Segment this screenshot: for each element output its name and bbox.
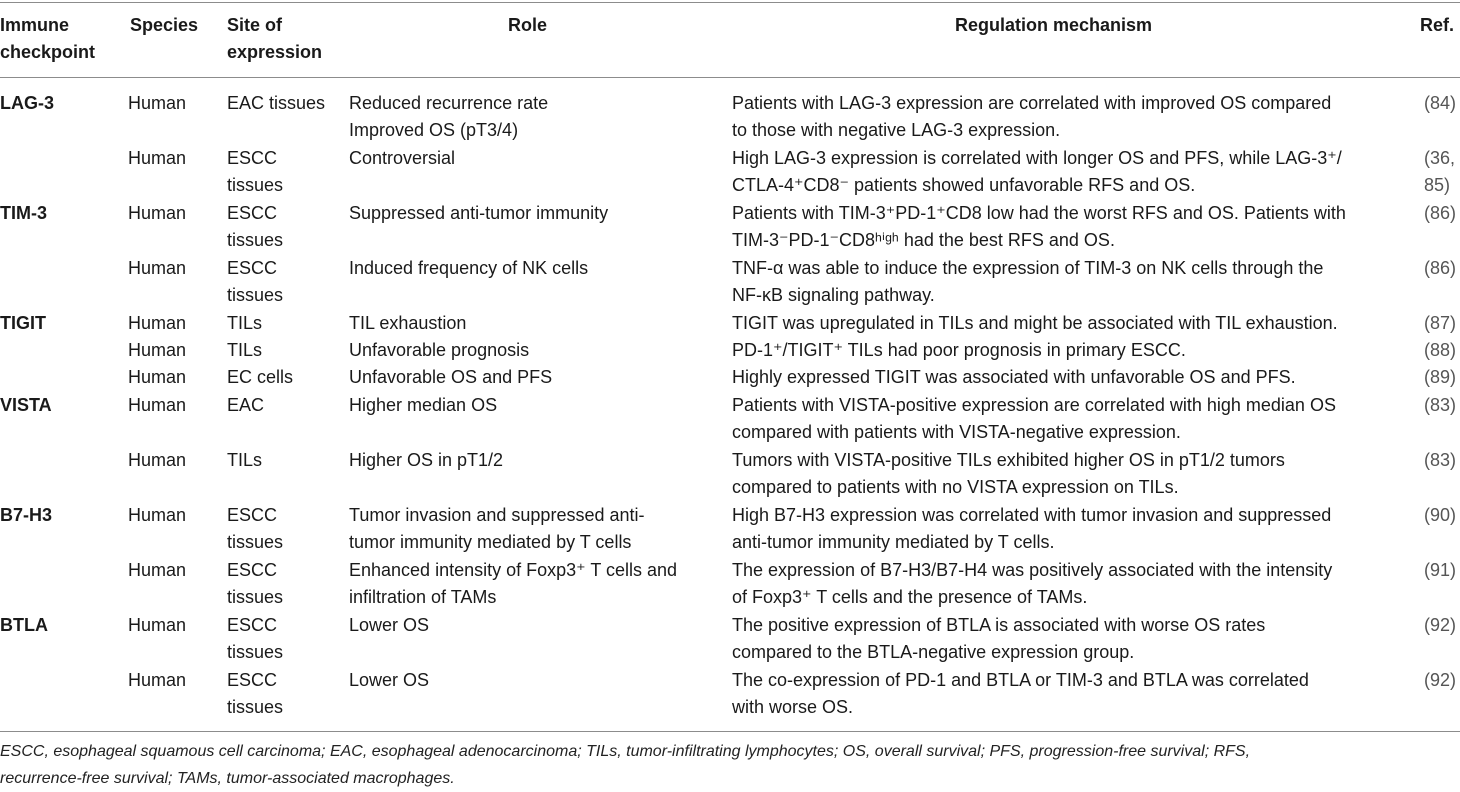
cell-mechanism <box>732 310 1338 337</box>
cell-ref-line: (90) <box>1424 505 1457 525</box>
cell-site <box>227 667 283 721</box>
cell-role-line: Enhanced intensity of Foxp3⁺ T cells and <box>349 560 678 580</box>
cell-mechanism-line: compared with patients with VISTA-negative expression. <box>732 422 1181 442</box>
cell-ref <box>1424 447 1456 474</box>
cell-site-line: ESCC <box>227 258 278 278</box>
cell-mechanism-line: The co-expression of PD-1 and BTLA or TIM-3 and BTLA was correlated <box>732 670 1309 690</box>
cell-ref-line: (36, <box>1424 148 1456 168</box>
cell-species: Human <box>128 93 187 113</box>
cell-mechanism <box>732 255 1323 309</box>
header-checkpoint-line1: Immune <box>0 15 70 35</box>
cell-site-line: TILs <box>227 313 263 333</box>
cell-ref <box>1424 90 1456 117</box>
cell-site-line: TILs <box>227 450 263 470</box>
cell-role-line: Controversial <box>349 148 456 168</box>
cell-species: Human <box>128 340 187 360</box>
cell-species: Human <box>128 395 187 415</box>
top-rule <box>0 2 1460 3</box>
header-checkpoint-line2: checkpoint <box>0 42 96 62</box>
header-ref: Ref. <box>1420 15 1455 35</box>
cell-site-line: TILs <box>227 340 263 360</box>
cell-ref <box>1424 310 1456 337</box>
cell-ref <box>1424 667 1456 694</box>
cell-site-line: tissues <box>227 587 284 607</box>
cell-role-line: Lower OS <box>349 615 430 635</box>
footnote-line1: ESCC, esophageal squamous cell carcinoma; EAC, esophageal adenocarcinoma; TILs, tumor-infiltrating lymphocytes; OS, overall survival; PFS, progression-free survival; RFS, <box>0 743 1251 760</box>
cell-role <box>349 337 529 364</box>
cell-ref-line: (86) <box>1424 258 1457 278</box>
cell-role-line: Suppressed anti-tumor immunity <box>349 203 609 223</box>
cell-ref <box>1424 557 1456 584</box>
cell-ref-line: (83) <box>1424 395 1457 415</box>
cell-ref-line: (86) <box>1424 203 1457 223</box>
cell-species: Human <box>128 450 187 470</box>
cell-mechanism-line: PD-1⁺/TIGIT⁺ TILs had poor prognosis in primary ESCC. <box>732 340 1186 360</box>
cell-species: Human <box>128 258 187 278</box>
cell-ref-line: (88) <box>1424 340 1457 360</box>
cell-mechanism <box>732 557 1332 611</box>
cell-mechanism-line: The expression of B7-H3/B7-H4 was positively associated with the intensity <box>732 560 1333 580</box>
table-footnote <box>0 738 1250 792</box>
cell-role <box>349 502 645 556</box>
cell-role-line: Improved OS (pT3/4) <box>349 120 519 140</box>
header-role: Role <box>508 15 548 35</box>
cell-site <box>227 392 264 419</box>
cell-site-line: tissues <box>227 175 284 195</box>
cell-site-line: ESCC <box>227 670 278 690</box>
cell-mechanism-line: Tumors with VISTA-positive TILs exhibited higher OS in pT1/2 tumors <box>732 450 1285 470</box>
cell-mechanism-line: of Foxp3⁺ T cells and the presence of TAMs. <box>732 587 1088 607</box>
cell-mechanism <box>732 145 1342 199</box>
cell-species: Human <box>128 505 187 525</box>
cell-site-line: ESCC <box>227 615 278 635</box>
cell-mechanism-line: NF-κB signaling pathway. <box>732 285 935 305</box>
cell-ref-line: (84) <box>1424 93 1457 113</box>
cell-mechanism <box>732 200 1346 254</box>
cell-role <box>349 255 588 282</box>
footnote-line2: recurrence-free survival; TAMs, tumor-associated macrophages. <box>0 770 455 787</box>
header-checkpoint <box>0 12 95 66</box>
cell-site <box>227 364 293 391</box>
cell-role <box>349 667 429 694</box>
cell-ref-line: (92) <box>1424 670 1457 690</box>
cell-site <box>227 612 283 666</box>
cell-role-line: tumor immunity mediated by T cells <box>349 532 632 552</box>
cell-ref <box>1424 145 1455 199</box>
cell-role-line: Higher median OS <box>349 395 498 415</box>
header-site <box>227 12 322 66</box>
cell-mechanism-line: to those with negative LAG-3 expression. <box>732 120 1061 140</box>
cell-mechanism <box>732 337 1186 364</box>
cell-mechanism-line: compared to patients with no VISTA expression on TILs. <box>732 477 1179 497</box>
cell-mechanism <box>732 364 1296 391</box>
cell-mechanism <box>732 502 1331 556</box>
cell-mechanism <box>732 667 1309 721</box>
cell-site <box>227 145 283 199</box>
cell-mechanism-line: with worse OS. <box>732 697 854 717</box>
cell-role-line: TIL exhaustion <box>349 313 467 333</box>
bottom-rule <box>0 731 1460 732</box>
cell-role-line: Lower OS <box>349 670 430 690</box>
cell-role <box>349 145 455 172</box>
cell-site-line: EAC tissues <box>227 93 326 113</box>
cell-mechanism-line: High LAG-3 expression is correlated with longer OS and PFS, while LAG-3⁺/ <box>732 148 1342 168</box>
cell-site <box>227 255 283 309</box>
cell-mechanism <box>732 447 1285 501</box>
cell-site <box>227 200 283 254</box>
header-species: Species <box>130 15 199 35</box>
cell-role <box>349 200 608 227</box>
header-site-line2: expression <box>227 42 323 62</box>
cell-role <box>349 310 466 337</box>
cell-mechanism-line: High B7-H3 expression was correlated with tumor invasion and suppressed <box>732 505 1332 525</box>
cell-role-line: Unfavorable prognosis <box>349 340 530 360</box>
cell-species: Human <box>128 560 187 580</box>
cell-site-line: tissues <box>227 230 284 250</box>
cell-role-line: Induced frequency of NK cells <box>349 258 589 278</box>
cell-ref <box>1424 392 1456 419</box>
cell-site-line: ESCC <box>227 560 278 580</box>
cell-ref <box>1424 612 1456 639</box>
cell-checkpoint: VISTA <box>0 395 52 415</box>
cell-mechanism-line: CTLA-4⁺CD8⁻ patients showed unfavorable RFS and OS. <box>732 175 1196 195</box>
cell-mechanism <box>732 90 1331 144</box>
cell-ref <box>1424 364 1456 391</box>
cell-ref <box>1424 200 1456 227</box>
cell-site-line: EAC <box>227 395 265 415</box>
cell-role-line: Unfavorable OS and PFS <box>349 367 553 387</box>
header-rule <box>0 77 1460 78</box>
cell-role <box>349 612 429 639</box>
cell-role <box>349 364 552 391</box>
cell-role-line: Tumor invasion and suppressed anti- <box>349 505 645 525</box>
cell-site <box>227 310 262 337</box>
cell-role <box>349 392 497 419</box>
cell-mechanism <box>732 612 1265 666</box>
cell-site <box>227 557 283 611</box>
cell-role-line: infiltration of TAMs <box>349 587 497 607</box>
cell-mechanism-line: Patients with LAG-3 expression are correlated with improved OS compared <box>732 93 1332 113</box>
cell-ref <box>1424 337 1456 364</box>
cell-checkpoint: B7-H3 <box>0 505 53 525</box>
cell-mechanism-line: Patients with TIM-3⁺PD-1⁺CD8 low had the worst RFS and OS. Patients with <box>732 203 1346 223</box>
cell-role <box>349 447 503 474</box>
cell-site <box>227 502 283 556</box>
cell-ref-line: (83) <box>1424 450 1457 470</box>
cell-site-line: ESCC <box>227 148 278 168</box>
cell-mechanism-line: anti-tumor immunity mediated by T cells. <box>732 532 1055 552</box>
cell-ref <box>1424 255 1456 282</box>
cell-site <box>227 447 262 474</box>
cell-ref <box>1424 502 1456 529</box>
cell-mechanism-line: compared to the BTLA-negative expression group. <box>732 642 1135 662</box>
cell-role-line: Reduced recurrence rate <box>349 93 549 113</box>
cell-site <box>227 90 325 117</box>
header-site-line1: Site of <box>227 15 283 35</box>
cell-site-line: ESCC <box>227 505 278 525</box>
cell-ref-line: 85) <box>1424 175 1451 195</box>
cell-species: Human <box>128 670 187 690</box>
cell-species: Human <box>128 367 187 387</box>
cell-mechanism-line: TIM-3⁻PD-1⁻CD8ʰⁱᵍʰ had the best RFS and OS. <box>732 230 1115 250</box>
cell-species: Human <box>128 313 187 333</box>
cell-mechanism-line: Highly expressed TIGIT was associated with unfavorable OS and PFS. <box>732 367 1296 387</box>
cell-checkpoint: LAG-3 <box>0 93 54 113</box>
header-mechanism: Regulation mechanism <box>955 15 1153 35</box>
cell-site-line: tissues <box>227 285 284 305</box>
cell-checkpoint: TIGIT <box>0 313 46 333</box>
cell-ref-line: (91) <box>1424 560 1457 580</box>
cell-mechanism-line: TIGIT was upregulated in TILs and might be associated with TIL exhaustion. <box>732 313 1338 333</box>
cell-role-line: Higher OS in pT1/2 <box>349 450 504 470</box>
cell-checkpoint: BTLA <box>0 615 48 635</box>
cell-role <box>349 557 677 611</box>
cell-mechanism-line: Patients with VISTA-positive expression are correlated with high median OS <box>732 395 1336 415</box>
cell-mechanism <box>732 392 1336 446</box>
cell-site-line: tissues <box>227 532 284 552</box>
cell-species: Human <box>128 615 187 635</box>
cell-checkpoint: TIM-3 <box>0 203 47 223</box>
cell-species: Human <box>128 203 187 223</box>
cell-ref-line: (89) <box>1424 367 1457 387</box>
cell-site-line: tissues <box>227 697 284 717</box>
cell-ref-line: (92) <box>1424 615 1457 635</box>
cell-site <box>227 337 262 364</box>
cell-species: Human <box>128 148 187 168</box>
cell-site-line: EC cells <box>227 367 294 387</box>
cell-site-line: tissues <box>227 642 284 662</box>
cell-site-line: ESCC <box>227 203 278 223</box>
cell-mechanism-line: TNF-α was able to induce the expression of TIM-3 on NK cells through the <box>732 258 1324 278</box>
cell-role <box>349 90 548 144</box>
cell-mechanism-line: The positive expression of BTLA is associated with worse OS rates <box>732 615 1266 635</box>
cell-ref-line: (87) <box>1424 313 1457 333</box>
